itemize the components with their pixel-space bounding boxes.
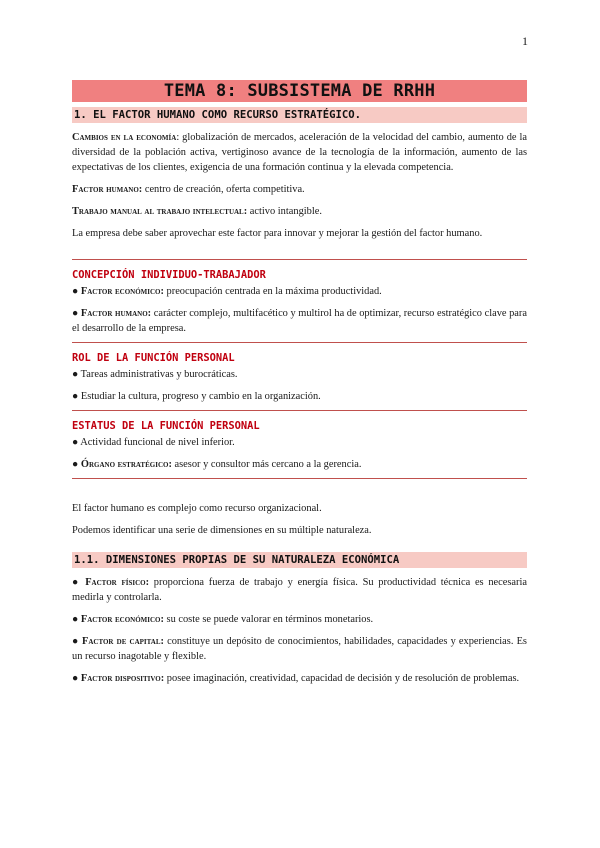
estatus-heading: ESTATUS DE LA FUNCIÓN PERSONAL (72, 420, 260, 432)
term-trabajo-intelectual: Trabajo manual al trabajo intelectual: (72, 206, 248, 217)
list-item: ● Factor de capital: constituye un depósito de conocimientos, habilidades, capacidades y experiencias. Es un recurso inagotable y flexible. (72, 636, 527, 662)
paragraph-intro-2: Podemos identificar una serie de dimensiones en su múltiple naturaleza. (72, 525, 372, 536)
list-item: ● Factor físico: proporciona fuerza de trabajo y energía física. Su productividad técnica es necesaria medirla y controlarla. (72, 577, 527, 603)
list-item: ● Factor dispositivo: posee imaginación, creatividad, capacidad de decisión y de resolución de problemas. (72, 673, 520, 684)
paragraph-cambios-economia: Cambios en la economía: globalización de mercados, aceleración de la velocidad del cambio, aumento de la diversidad de la población activa, vertiginoso avance de la tecnología de la información, aumento de las expectativas de los clientes, exigencia de una formación continua y la elevada competencia. (72, 132, 527, 173)
section-1-heading: 1. EL FACTOR HUMANO COMO RECURSO ESTRATÉGICO. (72, 107, 527, 123)
divider (72, 259, 527, 260)
rol-heading: ROL DE LA FUNCIÓN PERSONAL (72, 352, 235, 364)
term-factor-humano: Factor humano: (72, 184, 143, 195)
document-title: TEMA 8: SUBSISTEMA DE RRHH (72, 80, 527, 102)
term-cambios-economia: Cambios en la economía (72, 132, 177, 143)
paragraph-empresa: La empresa debe saber aprovechar este factor para innovar y mejorar la gestión del factor humano. (72, 228, 483, 239)
paragraph-trabajo-intelectual: Trabajo manual al trabajo intelectual: activo intangible. (72, 206, 322, 217)
section-1-1-heading: 1.1. DIMENSIONES PROPIAS DE SU NATURALEZA ECONÓMICA (72, 552, 527, 568)
divider (72, 410, 527, 411)
list-item: ● Factor económico: su coste se puede valorar en términos monetarios. (72, 614, 374, 625)
paragraph-intro-1: El factor humano es complejo como recurso organizacional. (72, 503, 322, 514)
concepcion-heading: CONCEPCIÓN INDIVIDUO-TRABAJADOR (72, 269, 266, 281)
list-item: ● Actividad funcional de nivel inferior. (72, 437, 235, 448)
list-item: ● Factor económico: preocupación centrada en la máxima productividad. (72, 286, 382, 297)
paragraph-factor-humano: Factor humano: centro de creación, oferta competitiva. (72, 184, 305, 195)
list-item: ● Órgano estratégico: asesor y consultor más cercano a la gerencia. (72, 459, 362, 470)
list-item: ● Tareas administrativas y burocráticas. (72, 369, 238, 380)
document-body (72, 80, 527, 686)
divider (72, 342, 527, 343)
page-number: 1 (522, 34, 528, 48)
list-item: ● Factor humano: carácter complejo, multifacético y multirol ha de optimizar, recurso estratégico clave para el desarrollo de la empresa. (72, 308, 527, 334)
list-item: ● Estudiar la cultura, progreso y cambio en la organización. (72, 391, 321, 402)
